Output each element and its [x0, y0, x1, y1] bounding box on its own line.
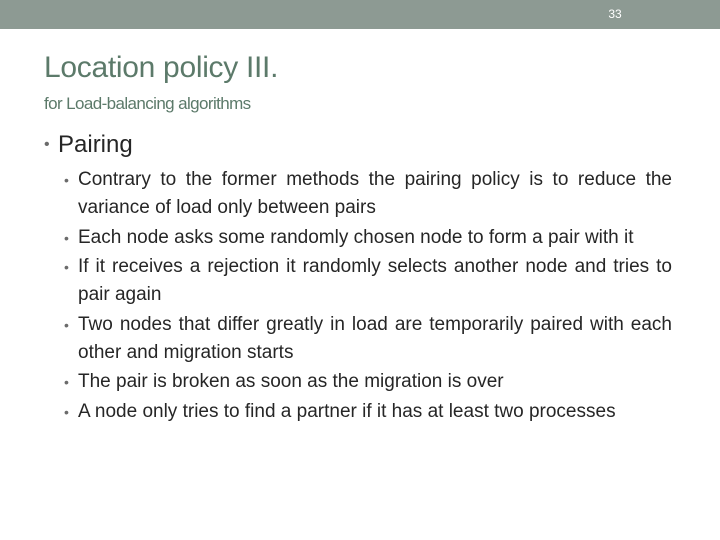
bullet-icon: •	[64, 374, 69, 390]
slide-subtitle: for Load-balancing algorithms	[44, 94, 251, 113]
main-bullet-text: Pairing	[58, 131, 133, 158]
sub-bullet-text: Contrary to the former methods the pairing policy is to reduce the variance of load only between pairs	[78, 169, 672, 218]
bullet-icon: •	[64, 172, 69, 188]
bullet-icon: •	[64, 259, 69, 275]
sub-bullet-item	[64, 253, 672, 309]
sub-bullet-item	[64, 224, 672, 252]
bullet-icon: •	[64, 403, 69, 420]
sub-bullet-text: A node only tries to find a partner if it has at least two processes	[78, 400, 616, 422]
sub-bullet-item	[64, 311, 672, 367]
slide-number: 33	[608, 7, 622, 21]
sub-bullet-text: The pair is broken as soon as the migration is over	[78, 371, 504, 392]
bullet-icon: •	[64, 229, 69, 246]
sub-bullet-list	[64, 166, 672, 427]
sub-bullet-item	[64, 368, 672, 396]
slide-title: Location policy III.	[44, 51, 279, 84]
top-bar	[0, 0, 720, 29]
main-bullet	[44, 131, 133, 159]
bullet-icon: •	[44, 136, 50, 153]
sub-bullet-item	[64, 398, 672, 426]
sub-bullet-item	[64, 166, 672, 222]
sub-bullet-text: Each node asks some randomly chosen node to form a pair with it	[78, 226, 634, 248]
sub-bullet-text: Two nodes that differ greatly in load are temporarily paired with each other and migration starts	[78, 313, 672, 363]
sub-bullet-text: If it receives a rejection it randomly selects another node and tries to pair again	[78, 256, 672, 305]
bullet-icon: •	[64, 316, 69, 333]
